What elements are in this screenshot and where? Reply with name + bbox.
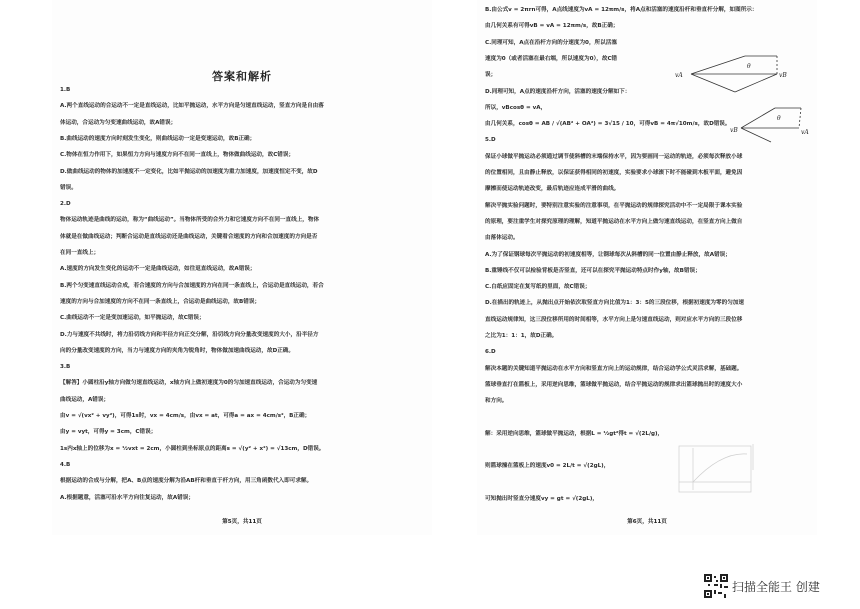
figure-label-va: vA: [675, 72, 683, 79]
text-line: 和方向。: [485, 398, 508, 405]
text-line: 体运动，合运动为匀变速曲线运动，故A错误；: [60, 119, 177, 126]
figure-label-vb-2: vB: [730, 127, 738, 134]
text-line: 【解答】小圆柱沿y轴方向做匀速直线运动，x轴方向上做初速度为0的匀加速直线运动，合运动为匀变速: [60, 380, 318, 387]
text-line: C.曲线运动不一定是变加速运动，如平抛运动，故C错误；: [60, 315, 205, 322]
text-line: 6.D: [485, 349, 496, 356]
right-page-footer: 第6页，共11页: [627, 519, 667, 525]
velocity-diagram-2: [729, 104, 809, 144]
text-line: 根据运动的合成与分解，把A、B点的速度分解为沿AB杆和垂直于杆方向，用三角函数代入即可求解。: [60, 478, 313, 485]
text-line: 保证小球做平抛运动必须通过调节使斜槽的末端保持水平，因为要画同一运动的轨迹，必须每次释放小球: [485, 153, 743, 160]
text-line: 2.D: [60, 201, 71, 208]
text-line: 速度的方向与合加速度的方向不在同一条直线上，合运动是曲线运动，故B错误；: [60, 298, 261, 305]
text-line: 误；: [485, 72, 497, 79]
right-page: [477, 0, 817, 535]
text-line: 3.B: [60, 364, 71, 371]
text-line: 曲线运动，A错误；: [60, 396, 110, 403]
text-line: 解：采用逆向思维，篮球做平抛运动，根据L = ½gt²得t = √(2L/g)，: [485, 430, 664, 437]
text-line: 则篮球撞在篮板上的速度v0 = 2L/t = √(2gL)，: [485, 463, 610, 470]
text-line: C.物体在恒力作用下，如果恒力方向与速度方向不在同一直线上，物体做曲线运动，故C错误；: [60, 152, 295, 159]
text-line: 由v = √(vx² + vy²)，可得1s时，vx = 4cm/s，由vx = at，可得a = ax = 4cm/s²，B正确；: [60, 413, 311, 419]
text-line: 篮球垂直打在篮板上，采用逆向思维，篮球做平抛运动，结合平抛运动的规律求出篮球抛出时的速度大小: [485, 381, 743, 388]
left-page-footer: 第5页，共11页: [222, 519, 262, 525]
text-line: D.做曲线运动的物体的加速度不一定变化，比如平抛运动的加速度为重力加速度，加速度恒定不变，故D: [60, 168, 318, 175]
text-line: 可知抛出时竖直分速度vy = gt = √(2gL)，: [485, 496, 598, 502]
text-line: A.两个直线运动的合运动不一定是直线运动，比如平抛运动，水平方向是匀速直线运动，竖直方向是自由落: [60, 103, 324, 110]
text-line: 1s内x轴上的位移为x = ½vxt = 2cm，小圆柱到坐标原点的距离s = √(y² + x²) = √13cm，D错误。: [60, 445, 325, 452]
text-line: 4.B: [60, 461, 71, 468]
text-line: 5.D: [485, 137, 496, 144]
text-line: 由几何关系有可得vB = vA = 12πm/s，故B正确；: [485, 23, 619, 30]
text-line: D.在描出的轨迹上，从抛出点开始依次取竖直方向比值为1：3：5的三段位移，根据初速度为零的匀加速: [485, 300, 744, 307]
text-line: 摩擦而使运动轨迹改变，最后轨迹应连成平滑的曲线。: [485, 186, 620, 193]
qr-code-icon: [704, 574, 728, 598]
scanner-watermark: [704, 574, 820, 598]
text-line: A.为了保证钢球每次平抛运动的初速度相等，让钢球每次从斜槽的同一位置由静止释放，故A错误；: [485, 251, 731, 258]
text-line: 由几何关系，cosθ = AB / √(AB² + OA²) = 3√15 / 10，可得vB = 4π√10m/s，故D错误。: [485, 121, 731, 128]
text-line: 体就是在做曲线运动；判断合运动是直线运动还是曲线运动，关键看合速度的方向和合加速度的方向是否: [60, 233, 318, 240]
text-line: 在同一直线上；: [60, 250, 100, 256]
left-page: [52, 0, 432, 535]
text-line: D.同理可知，A点的速度沿杆方向，活塞的速度分解如下：: [485, 88, 631, 95]
text-line: 1.B: [60, 87, 71, 93]
text-line: 由y = vyt，可得y = 3cm，C错误；: [60, 429, 157, 436]
text-line: 的原理，要注重学生对探究原理的理解，知道平抛运动在水平方向上做匀速直线运动，在竖直方向上做自: [485, 218, 743, 225]
text-line: 由落体运动。: [485, 235, 519, 242]
text-line: 速度为0（或者活塞在最右端，所以速度为0），故C错: [485, 55, 618, 62]
text-line: 的位置相同，且由静止释放，以保证获得相同的初速度，实验要求小球滚下时不能碰到木板平面，避免因: [485, 170, 743, 176]
figure-label-theta: θ: [747, 63, 751, 70]
figure-label-va-2: vA: [801, 129, 809, 136]
page-title: 答案和解析: [212, 70, 272, 83]
text-line: D.力与速度不共线时，将力沿切线方向和半径方向正交分解，沿切线方向分量改变速度的大小，沿半径方: [60, 331, 319, 338]
scanner-label: 扫描全能王 创建: [732, 579, 820, 594]
text-line: 之比为1：1：1，故D正确。: [485, 333, 558, 339]
text-line: B.重锤线不仅可以检验背板是否竖直，还可以在探究平抛运动特点时作y轴，故B错误；: [485, 267, 701, 274]
text-line: 错误。: [60, 184, 77, 191]
text-line: 解决平抛实验问题时，要特别注意实验的注意事项，在平抛运动的规律探究活动中不一定局限于课本实验: [485, 202, 743, 209]
velocity-diagram-1: [673, 52, 791, 96]
text-line: A.根据题意，活塞可沿水平方向往复运动，故A错误；: [60, 494, 194, 501]
figure-label-theta-2: θ: [777, 115, 781, 122]
text-line: A.速度的方向发生变化的运动不一定是曲线运动，如往返直线运动，故A错误；: [60, 266, 256, 273]
figure-label-vb: vB: [779, 72, 787, 79]
text-line: 所以，vBcosθ = vA，: [485, 104, 547, 111]
text-line: B.曲线运动的速度方向时刻发生变化，则曲线运动一定是变速运动，故B正确；: [60, 135, 256, 142]
text-line: B.两个匀变速直线运动合成，若合速度的方向与合加速度的方向在同一条直线上，合运动是直线运动，若合: [60, 282, 324, 289]
text-line: C.白纸应固定在复写纸的里面，故C错误；: [485, 284, 591, 291]
text-line: B.由公式v = 2πrn可得，A点线速度为vA = 12πm/s，将A点和活塞的速度沿杆和垂直杆分解，如图所示：: [485, 7, 758, 13]
text-line: 直线运动规律知，这三段位移所用的时间相等，水平方向上是匀速直线运动，则对应水平方向的三段位移: [485, 316, 743, 323]
text-line: C.同理可知，A点在沿杆方向的分速度为0，所以活塞: [485, 39, 617, 46]
text-line: 向的分量改变速度的方向，当力与速度方向的夹角为锐角时，物体做加速曲线运动，故D正确。: [60, 347, 294, 354]
basketball-sketch: [673, 440, 771, 498]
text-line: 物体运动轨迹是曲线的运动，称为“曲线运动”。当物体所受的合外力和它速度方向不在同一直线上，物体: [60, 217, 320, 224]
text-line: 解决本题的关键知道平抛运动在水平方向和竖直方向上的运动规律，结合运动学公式灵活求解，基础题。: [485, 365, 743, 372]
